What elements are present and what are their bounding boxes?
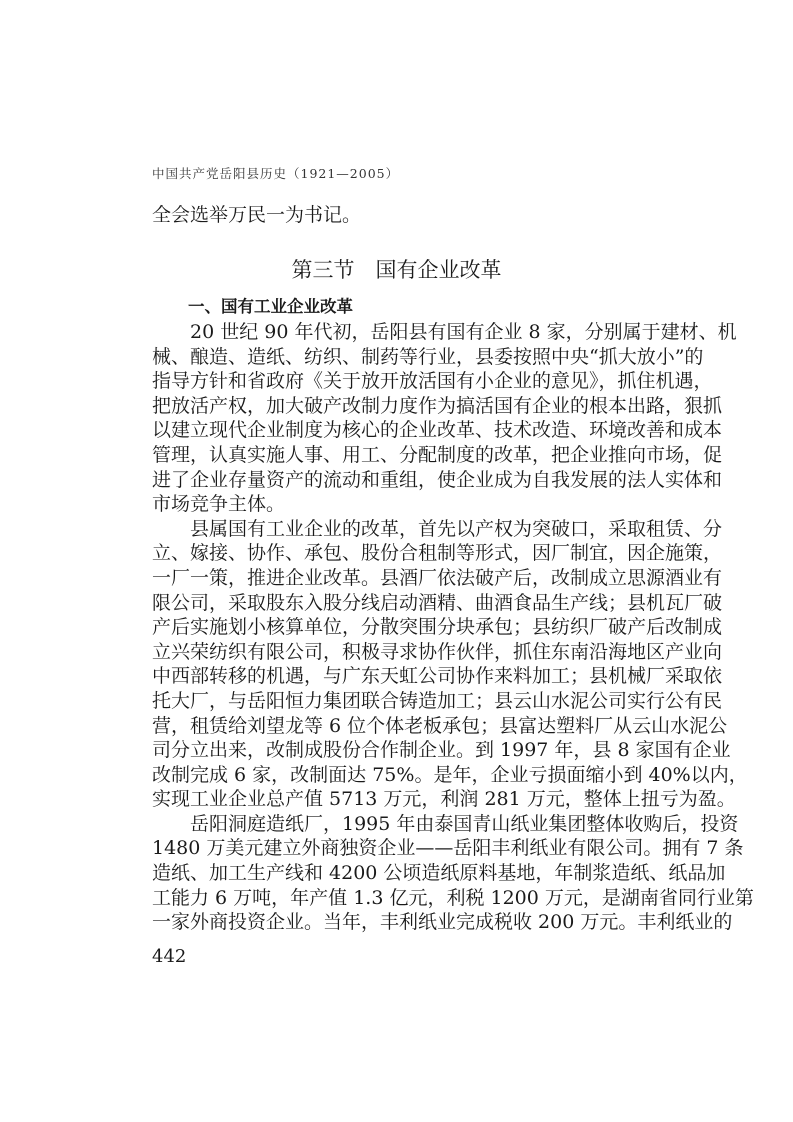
text-line: 市场竞争主体。 <box>152 493 286 516</box>
text-line: 立兴荣纺织有限公司，积极寻求协作伙伴，抓住东南沿海地区产业向 <box>152 640 723 663</box>
text-line: 岳阳洞庭造纸厂，1995 年由泰国青山纸业集团整体收购后，投资 <box>190 812 739 835</box>
text-line: 一厂一策，推进企业改革。县酒厂依法破产后，改制成立思源酒业有 <box>152 566 723 589</box>
text-line: 一家外商投资企业。当年，丰利纸业完成税收 200 万元。丰利纸业的 <box>152 911 733 934</box>
text-line: 限公司，采取股东入股分线启动酒精、曲酒食品生产线；县机瓦厂破 <box>152 591 723 614</box>
text-line: 管理，认真实施人事、用工、分配制度的改革，把企业推向市场，促 <box>152 443 723 466</box>
text-line: 司分立出来，改制成股份合作制企业。到 1997 年，县 8 家国有企业 <box>152 739 731 762</box>
text-line: 县属国有工业企业的改革，首先以产权为突破口，采取租赁、分 <box>190 517 723 540</box>
text-line: 20 世纪 90 年代初，岳阳县有国有企业 8 家，分别属于建材、机 <box>190 321 737 343</box>
text-line: 产后实施划小核算单位，分散突围分块承包；县纺织厂破产后改制成 <box>152 616 723 639</box>
text-line: 造纸、加工生产线和 4200 公顷造纸原料基地，年制浆造纸、纸品加 <box>152 862 726 885</box>
continuation-text: 全会选举万民一为书记。 <box>152 204 362 226</box>
text-line: 把放活产权，加大破产改制力度作为搞活国有企业的根本出路，狠抓 <box>152 394 723 417</box>
text-line: 实现工业企业总产值 5713 万元，利润 281 万元，整体上扭亏为盈。 <box>152 788 736 811</box>
subheading: 一、国有工业企业改革 <box>188 297 353 316</box>
text-line: 1480 万美元建立外商独资企业——岳阳丰利纸业有限公司。拥有 7 条 <box>152 837 744 860</box>
page-number: 442 <box>152 946 187 967</box>
text-line: 营，租赁给刘望龙等 6 位个体老板承包；县富达塑料厂从云山水泥公 <box>152 714 728 737</box>
text-line: 托大厂，与岳阳恒力集团联合铸造加工；县云山水泥公司实行公有民 <box>152 689 723 712</box>
text-line: 指导方针和省政府《关于放开放活国有小企业的意见》，抓住机遇， <box>152 370 713 393</box>
text-line: 工能力 6 万吨，年产值 1.3 亿元，利税 1200 万元，是湖南省同行业第 <box>152 886 754 909</box>
running-head: 中国共产党岳阳县历史（1921—2005） <box>152 166 400 181</box>
body-text <box>152 320 754 935</box>
text-line: 改制完成 6 家，改制面达 75%。是年，企业亏损面缩小到 40%以内， <box>152 763 748 786</box>
text-line: 中西部转移的机遇，与广东天虹公司协作来料加工；县机械厂采取依 <box>152 665 723 688</box>
text-line: 进了企业存量资产的流动和重组，使企业成为自我发展的法人实体和 <box>152 468 723 491</box>
text-line: 以建立现代企业制度为核心的企业改革、技术改造、环境改善和成本 <box>152 419 723 442</box>
text-line: 械、酿造、造纸、纺织、制药等行业，县委按照中央“抓大放小”的 <box>152 345 704 368</box>
text-line: 立、嫁接、协作、承包、股份合租制等形式，因厂制宜，因企施策， <box>152 542 723 565</box>
section-title: 第三节 国有企业改革 <box>291 258 502 282</box>
